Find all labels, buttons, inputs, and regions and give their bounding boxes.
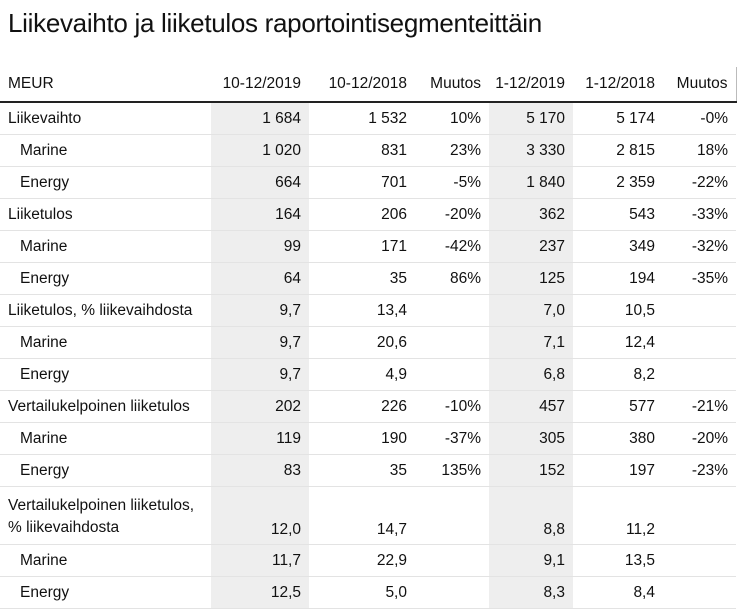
table-cell: 194	[573, 263, 663, 295]
segment-table	[0, 67, 737, 609]
table-cell: 5,0	[309, 577, 415, 609]
table-cell	[663, 577, 736, 609]
table-cell: -20%	[663, 423, 736, 455]
table-row	[0, 263, 736, 295]
page-title: Liikevaihto ja liiketulos raportointisegmenteittäin	[8, 8, 542, 38]
table-row	[0, 135, 736, 167]
table-cell: 22,9	[309, 545, 415, 577]
table-cell: 831	[309, 135, 415, 167]
table-cell: -22%	[663, 167, 736, 199]
table-row	[0, 231, 736, 263]
column-header: 10-12/2019	[211, 67, 309, 102]
table-row	[0, 391, 736, 423]
table-cell: -5%	[415, 167, 489, 199]
table-cell: 164	[211, 199, 309, 231]
table-cell: -10%	[415, 391, 489, 423]
table-cell: -35%	[663, 263, 736, 295]
table-cell: 701	[309, 167, 415, 199]
table-header-row	[0, 67, 736, 102]
table-cell	[415, 577, 489, 609]
table-cell: -37%	[415, 423, 489, 455]
table-row	[0, 102, 736, 135]
table-cell: -20%	[415, 199, 489, 231]
table-row	[0, 577, 736, 609]
table-cell	[663, 327, 736, 359]
table-cell: 664	[211, 167, 309, 199]
table-cell: 125	[489, 263, 573, 295]
table-row	[0, 167, 736, 199]
table-cell: 12,5	[211, 577, 309, 609]
row-label: Liiketulos, % liikevaihdosta	[0, 295, 211, 327]
table-cell: 1 840	[489, 167, 573, 199]
table-cell: 86%	[415, 263, 489, 295]
column-header: MEUR	[0, 67, 211, 102]
table-cell	[663, 295, 736, 327]
table-cell: 3 330	[489, 135, 573, 167]
table-cell: 10,5	[573, 295, 663, 327]
table-cell: 119	[211, 423, 309, 455]
row-label: Liiketulos	[0, 199, 211, 231]
column-header: Muutos	[663, 67, 736, 102]
table-cell: -32%	[663, 231, 736, 263]
column-header: 10-12/2018	[309, 67, 415, 102]
table-cell: 13,5	[573, 545, 663, 577]
row-label: Marine	[0, 231, 211, 263]
table-cell: 18%	[663, 135, 736, 167]
table-cell: 135%	[415, 455, 489, 487]
row-label: Liikevaihto	[0, 102, 211, 135]
table-cell: 8,8	[489, 487, 573, 545]
table-cell: 543	[573, 199, 663, 231]
row-label: Marine	[0, 545, 211, 577]
column-header: 1-12/2019	[489, 67, 573, 102]
table-row	[0, 487, 736, 545]
table-cell: 14,7	[309, 487, 415, 545]
table-cell: 8,2	[573, 359, 663, 391]
table-row	[0, 423, 736, 455]
table-cell: 226	[309, 391, 415, 423]
table-cell: 7,1	[489, 327, 573, 359]
table-cell: -21%	[663, 391, 736, 423]
table-row	[0, 545, 736, 577]
table-cell: 9,7	[211, 295, 309, 327]
table-cell: 23%	[415, 135, 489, 167]
table-cell: -33%	[663, 199, 736, 231]
table-cell: 206	[309, 199, 415, 231]
row-label: Energy	[0, 359, 211, 391]
table-cell: 64	[211, 263, 309, 295]
table-cell	[415, 545, 489, 577]
table-cell: 1 020	[211, 135, 309, 167]
table-row	[0, 327, 736, 359]
table-cell: 6,8	[489, 359, 573, 391]
table-cell: 9,1	[489, 545, 573, 577]
table-cell	[415, 359, 489, 391]
row-label: Energy	[0, 167, 211, 199]
table-cell: 11,2	[573, 487, 663, 545]
table-cell	[415, 487, 489, 545]
table-cell: 305	[489, 423, 573, 455]
table-cell: 237	[489, 231, 573, 263]
table-cell: 1 684	[211, 102, 309, 135]
table-cell: 2 359	[573, 167, 663, 199]
table-cell: 171	[309, 231, 415, 263]
row-label: Energy	[0, 263, 211, 295]
table-row	[0, 359, 736, 391]
table-cell: 5 174	[573, 102, 663, 135]
table-cell: 190	[309, 423, 415, 455]
table-cell: -42%	[415, 231, 489, 263]
column-header: 1-12/2018	[573, 67, 663, 102]
table-cell: 2 815	[573, 135, 663, 167]
table-cell: 10%	[415, 102, 489, 135]
table-cell: 457	[489, 391, 573, 423]
table-cell: 11,7	[211, 545, 309, 577]
table-cell: -0%	[663, 102, 736, 135]
table-cell: 12,4	[573, 327, 663, 359]
table-cell	[663, 545, 736, 577]
table-cell: 362	[489, 199, 573, 231]
table-row	[0, 199, 736, 231]
table-cell: 9,7	[211, 359, 309, 391]
table-cell: 13,4	[309, 295, 415, 327]
row-label: Marine	[0, 135, 211, 167]
row-label: Marine	[0, 423, 211, 455]
row-label: Vertailukelpoinen liiketulos	[0, 391, 211, 423]
table-cell: 8,3	[489, 577, 573, 609]
table-row	[0, 455, 736, 487]
table-cell: 7,0	[489, 295, 573, 327]
row-label: Energy	[0, 455, 211, 487]
table-cell: 12,0	[211, 487, 309, 545]
row-label: Energy	[0, 577, 211, 609]
table-cell: 35	[309, 263, 415, 295]
column-header: Muutos	[415, 67, 489, 102]
table-cell: -23%	[663, 455, 736, 487]
table-cell: 99	[211, 231, 309, 263]
table-cell: 4,9	[309, 359, 415, 391]
table-row	[0, 295, 736, 327]
row-label: Marine	[0, 327, 211, 359]
table-cell: 577	[573, 391, 663, 423]
table-cell: 202	[211, 391, 309, 423]
table-cell: 380	[573, 423, 663, 455]
table-cell: 35	[309, 455, 415, 487]
table-cell: 9,7	[211, 327, 309, 359]
table-cell: 83	[211, 455, 309, 487]
table-cell: 8,4	[573, 577, 663, 609]
table-cell: 197	[573, 455, 663, 487]
table-cell	[415, 327, 489, 359]
table-cell: 349	[573, 231, 663, 263]
table-cell	[663, 487, 736, 545]
table-cell: 20,6	[309, 327, 415, 359]
table-cell	[415, 295, 489, 327]
table-cell: 152	[489, 455, 573, 487]
table-cell: 1 532	[309, 102, 415, 135]
table-cell	[663, 359, 736, 391]
table-cell: 5 170	[489, 102, 573, 135]
row-label: Vertailukelpoinen liiketulos, % liikevaihdosta	[0, 487, 211, 545]
